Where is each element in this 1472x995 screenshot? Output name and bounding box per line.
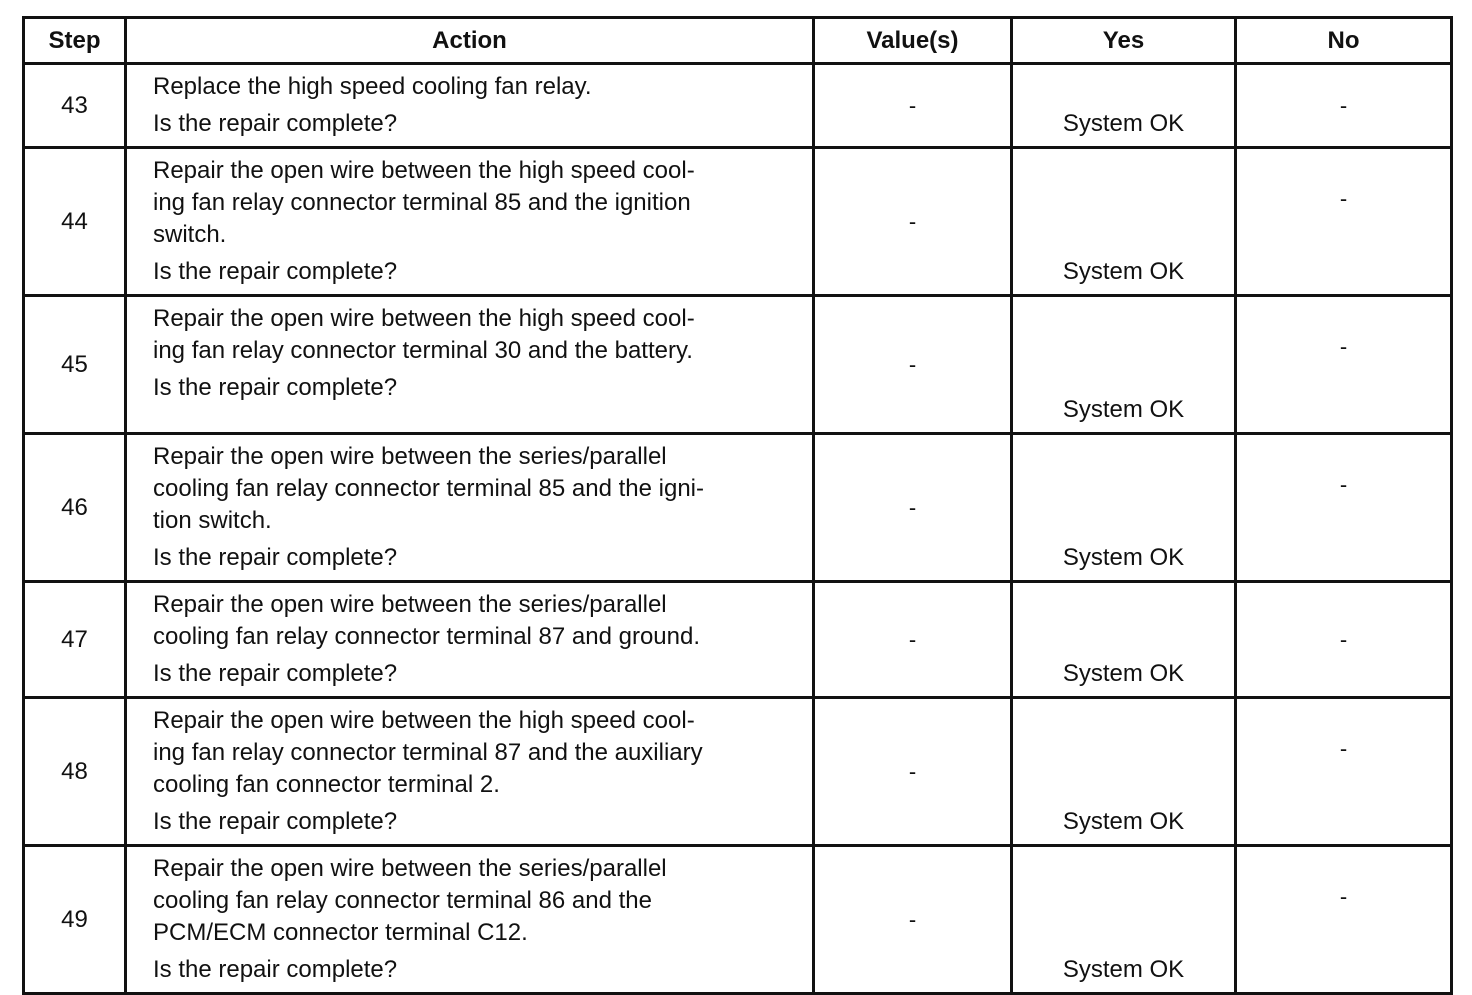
action-question: Is the repair complete? [153, 374, 398, 401]
yes-result: System OK [1012, 846, 1236, 994]
table-row [24, 296, 1452, 434]
table-row [24, 64, 1452, 148]
values-text: - [908, 906, 917, 932]
header-yes: Yes [1012, 18, 1236, 64]
action-line: switch. [153, 221, 227, 248]
header-action: Action [126, 18, 814, 64]
diagnostic-table-page [22, 16, 1450, 983]
values-text: - [908, 494, 917, 520]
step-number: 44 [24, 148, 126, 296]
no-cell [1236, 434, 1452, 582]
step-number: 48 [24, 698, 126, 846]
yes-result: System OK [1012, 434, 1236, 582]
action-question: Is the repair complete? [153, 544, 398, 571]
action-line: ing fan relay connector terminal 85 and the ignition [153, 189, 691, 216]
no-result: - [1339, 736, 1348, 761]
action-question: Is the repair complete? [153, 660, 398, 687]
no-result: - [1339, 186, 1348, 211]
action-line: Repair the open wire between the series/parallel [153, 443, 667, 470]
values-cell [814, 846, 1012, 994]
no-cell [1236, 846, 1452, 994]
header-no: No [1236, 18, 1452, 64]
action-question: Is the repair complete? [153, 956, 398, 983]
action-line: Repair the open wire between the high speed cool- [153, 707, 695, 734]
values-text: - [908, 758, 917, 784]
action-question: Is the repair complete? [153, 258, 398, 285]
header-step: Step [24, 18, 126, 64]
no-result: - [1339, 472, 1348, 497]
action-line: Repair the open wire between the high speed cool- [153, 157, 695, 184]
no-cell [1236, 148, 1452, 296]
header-values: Value(s) [814, 18, 1012, 64]
action-line: Replace the high speed cooling fan relay. [153, 73, 592, 100]
action-line: Repair the open wire between the series/parallel [153, 591, 667, 618]
no-cell [1236, 698, 1452, 846]
action-line: ing fan relay connector terminal 87 and the auxiliary [153, 739, 703, 766]
values-cell [814, 582, 1012, 698]
action-cell [126, 148, 814, 296]
action-line: Repair the open wire between the high speed cool- [153, 305, 695, 332]
values-cell [814, 148, 1012, 296]
action-cell [126, 296, 814, 434]
values-cell [814, 434, 1012, 582]
values-cell [814, 698, 1012, 846]
step-number: 45 [24, 296, 126, 434]
yes-result: System OK [1012, 582, 1236, 698]
action-cell [126, 582, 814, 698]
values-cell [814, 296, 1012, 434]
yes-result: System OK [1012, 64, 1236, 148]
action-line: cooling fan connector terminal 2. [153, 771, 500, 798]
step-number: 47 [24, 582, 126, 698]
action-line: Repair the open wire between the series/parallel [153, 855, 667, 882]
values-text: - [908, 626, 917, 652]
no-result: - [1339, 92, 1348, 118]
action-line: ing fan relay connector terminal 30 and the battery. [153, 337, 693, 364]
yes-result: System OK [1012, 296, 1236, 434]
action-cell [126, 846, 814, 994]
action-line: tion switch. [153, 507, 272, 534]
no-cell [1236, 296, 1452, 434]
action-question: Is the repair complete? [153, 808, 398, 835]
values-text: - [908, 92, 917, 118]
action-cell [126, 434, 814, 582]
table-row [24, 846, 1452, 994]
step-number: 43 [24, 64, 126, 148]
table-row [24, 148, 1452, 296]
step-number: 49 [24, 846, 126, 994]
action-cell [126, 64, 814, 148]
no-cell [1236, 64, 1452, 148]
action-line: cooling fan relay connector terminal 86 and the [153, 887, 652, 914]
no-result: - [1339, 626, 1348, 652]
yes-result: System OK [1012, 698, 1236, 846]
values-text: - [908, 208, 917, 234]
diagnostic-table [22, 16, 1453, 995]
yes-result: System OK [1012, 148, 1236, 296]
action-line: PCM/ECM connector terminal C12. [153, 919, 528, 946]
no-result: - [1339, 884, 1348, 909]
header-row [24, 18, 1452, 64]
table-row [24, 698, 1452, 846]
values-cell [814, 64, 1012, 148]
table-row [24, 582, 1452, 698]
table-row [24, 434, 1452, 582]
action-line: cooling fan relay connector terminal 87 and ground. [153, 623, 701, 650]
no-result: - [1339, 334, 1348, 359]
action-cell [126, 698, 814, 846]
values-text: - [908, 351, 917, 377]
action-question: Is the repair complete? [153, 110, 398, 137]
no-cell [1236, 582, 1452, 698]
step-number: 46 [24, 434, 126, 582]
action-line: cooling fan relay connector terminal 85 and the igni- [153, 475, 704, 502]
